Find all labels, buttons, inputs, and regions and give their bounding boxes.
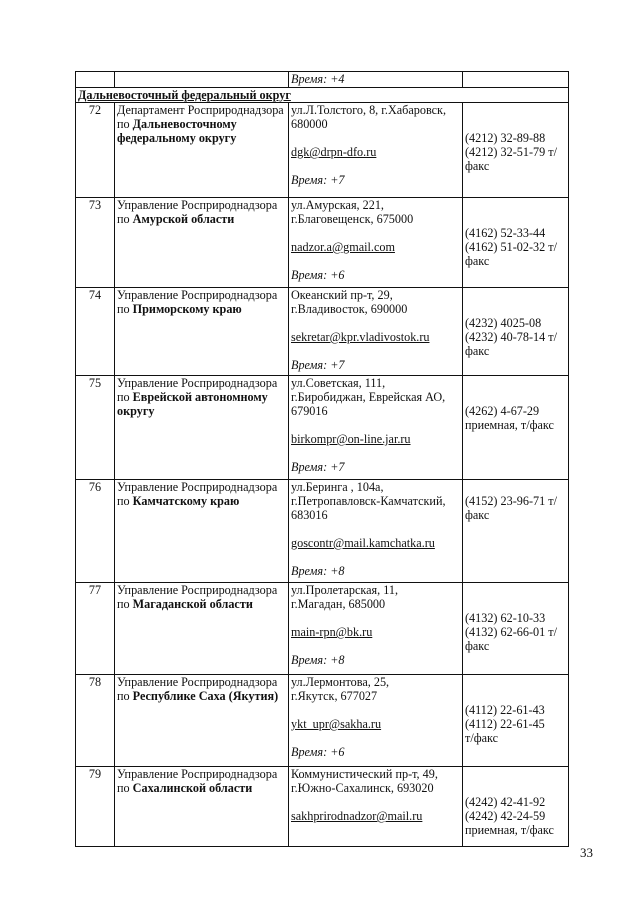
table-row bbox=[76, 675, 569, 767]
address-line: ул.Амурская, 221, bbox=[291, 198, 384, 212]
num-cell bbox=[76, 675, 115, 767]
table-body bbox=[76, 72, 569, 847]
phone-line: (4152) 23-96-71 т/факс bbox=[465, 494, 557, 522]
phone-line: (4112) 22-61-45 bbox=[465, 717, 545, 731]
page-number: 33 bbox=[580, 845, 593, 860]
phone-line: (4242) 42-24-59 bbox=[465, 809, 546, 823]
name-cell bbox=[115, 480, 289, 583]
address-cell bbox=[289, 480, 463, 583]
region-header-row bbox=[76, 88, 569, 103]
row-number: 73 bbox=[88, 198, 102, 212]
row-number: 77 bbox=[88, 583, 102, 597]
time-zone-text: Время: +4 bbox=[291, 72, 345, 86]
num-cell bbox=[76, 288, 115, 376]
address-line: Коммунистический пр-т, 49, bbox=[291, 767, 438, 781]
agency-name: Управление Росприроднадзора по bbox=[117, 198, 278, 226]
table-row bbox=[76, 198, 569, 288]
row-number: 72 bbox=[88, 103, 102, 117]
table-row bbox=[76, 480, 569, 583]
phone-line: (4132) 62-66-01 т/факс bbox=[465, 625, 557, 653]
address-cell bbox=[289, 103, 463, 198]
spacer bbox=[291, 446, 460, 460]
address-line: ул.Беринга , 104а, bbox=[291, 480, 384, 494]
name-cell bbox=[115, 376, 289, 480]
email-link[interactable]: birkompr@on-line.jar.ru bbox=[291, 432, 411, 446]
agency-jurisdiction: Магаданской области bbox=[132, 597, 253, 611]
phone-line: (4162) 51-02-32 т/факс bbox=[465, 240, 557, 268]
row-number: 79 bbox=[88, 767, 102, 781]
address-line: 683016 bbox=[291, 508, 328, 522]
phone-line: (4212) 32-51-79 т/факс bbox=[465, 145, 557, 173]
address-line: Океанский пр-т, 29, bbox=[291, 288, 393, 302]
phone-line: (4112) 22-61-43 bbox=[465, 703, 545, 717]
name-cell bbox=[115, 103, 289, 198]
address-line: г.Благовещенск, 675000 bbox=[291, 212, 414, 226]
num-cell bbox=[76, 376, 115, 480]
spacer bbox=[291, 316, 460, 330]
spacer bbox=[291, 344, 460, 358]
address-line: ул.Пролетарская, 11, bbox=[291, 583, 399, 597]
table-row bbox=[76, 103, 569, 198]
name-cell bbox=[115, 583, 289, 675]
spacer bbox=[291, 159, 460, 173]
spacer bbox=[291, 550, 460, 564]
agency-jurisdiction: Амурской области bbox=[132, 212, 235, 226]
name-cell bbox=[115, 198, 289, 288]
email-link[interactable]: ykt_upr@sakha.ru bbox=[291, 717, 382, 731]
address-cell bbox=[289, 198, 463, 288]
phone-cell bbox=[463, 376, 569, 480]
email-link[interactable]: nadzor.a@gmail.com bbox=[291, 240, 395, 254]
region-header: Дальневосточный федеральный округ bbox=[76, 88, 569, 103]
phone-cell bbox=[463, 198, 569, 288]
phone-line: (4262) 4-67-29 bbox=[465, 404, 540, 418]
time-zone-text: Время: +7 bbox=[291, 460, 345, 474]
time-zone-text: Время: +8 bbox=[291, 653, 345, 667]
address-line: г.Петропавловск-Камчатский, bbox=[291, 494, 446, 508]
time-zone-text: Время: +7 bbox=[291, 358, 345, 372]
address-line: ул.Л.Толстого, 8, г.Хабаровск, bbox=[291, 103, 447, 117]
num-cell bbox=[76, 480, 115, 583]
address-line: г.Якутск, 677027 bbox=[291, 689, 378, 703]
phone-cell bbox=[463, 103, 569, 198]
num-cell bbox=[76, 72, 115, 88]
phone-cell bbox=[463, 72, 569, 88]
agency-name: Управление Росприроднадзора по bbox=[117, 675, 278, 703]
spacer bbox=[291, 254, 460, 268]
address-line: ул.Лермонтова, 25, bbox=[291, 675, 390, 689]
spacer bbox=[291, 795, 460, 809]
spacer bbox=[291, 703, 460, 717]
agency-contact-table bbox=[75, 71, 569, 847]
phone-line: т/факс bbox=[465, 731, 499, 745]
row-number: 78 bbox=[88, 675, 102, 689]
agency-jurisdiction: Дальневосточному федеральному округу bbox=[117, 117, 237, 145]
time-zone-text: Время: +8 bbox=[291, 564, 345, 578]
phone-line: (4232) 40-78-14 т/факс bbox=[465, 330, 557, 358]
address-cell bbox=[289, 376, 463, 480]
phone-line: приемная, т/факс bbox=[465, 418, 554, 432]
row-number: 74 bbox=[88, 288, 102, 302]
table-row bbox=[76, 583, 569, 675]
address-cell bbox=[289, 767, 463, 847]
name-cell bbox=[115, 675, 289, 767]
agency-jurisdiction: Приморскому краю bbox=[132, 302, 242, 316]
row-number: 75 bbox=[88, 376, 102, 390]
table-row-continuation bbox=[76, 72, 569, 88]
agency-jurisdiction: Камчатскому краю bbox=[132, 494, 240, 508]
phone-cell bbox=[463, 480, 569, 583]
agency-name: Управление Росприроднадзора по bbox=[117, 583, 278, 611]
num-cell bbox=[76, 198, 115, 288]
spacer bbox=[291, 731, 460, 745]
num-cell bbox=[76, 103, 115, 198]
phone-cell bbox=[463, 288, 569, 376]
address-cell bbox=[289, 675, 463, 767]
table-row bbox=[76, 767, 569, 847]
address-cell bbox=[289, 583, 463, 675]
phone-line: (4242) 42-41-92 bbox=[465, 795, 546, 809]
agency-jurisdiction: Еврейской автономному округу bbox=[117, 390, 268, 418]
table-row bbox=[76, 376, 569, 480]
address-line: ул.Советская, 111, bbox=[291, 376, 386, 390]
spacer bbox=[291, 611, 460, 625]
address-cell bbox=[289, 72, 463, 88]
spacer bbox=[291, 226, 460, 240]
agency-name: Управление Росприроднадзора по bbox=[117, 376, 278, 404]
agency-name: Управление Росприроднадзора по bbox=[117, 288, 278, 316]
phone-cell bbox=[463, 675, 569, 767]
phone-line: (4232) 4025-08 bbox=[465, 316, 542, 330]
address-line: г.Биробиджан, Еврейская АО, bbox=[291, 390, 446, 404]
phone-cell bbox=[463, 583, 569, 675]
address-cell bbox=[289, 288, 463, 376]
phone-line: (4162) 52-33-44 bbox=[465, 226, 546, 240]
email-link[interactable]: goscontr@mail.kamchatka.ru bbox=[291, 536, 435, 550]
email-link[interactable]: sakhprirodnadzor@mail.ru bbox=[291, 809, 423, 823]
time-zone-text: Время: +6 bbox=[291, 745, 345, 759]
phone-line: (4212) 32-89-88 bbox=[465, 131, 546, 145]
spacer bbox=[291, 522, 460, 536]
address-line: г.Магадан, 685000 bbox=[291, 597, 386, 611]
phone-line: (4132) 62-10-33 bbox=[465, 611, 546, 625]
address-line: 680000 bbox=[291, 117, 328, 131]
address-line: г.Южно-Сахалинск, 693020 bbox=[291, 781, 434, 795]
agency-jurisdiction: Республике Саха (Якутия) bbox=[132, 689, 279, 703]
agency-jurisdiction: Сахалинской области bbox=[132, 781, 253, 795]
spacer bbox=[291, 131, 460, 145]
name-cell bbox=[115, 767, 289, 847]
table-row bbox=[76, 288, 569, 376]
spacer bbox=[291, 418, 460, 432]
address-line: 679016 bbox=[291, 404, 328, 418]
num-cell bbox=[76, 767, 115, 847]
name-cell bbox=[115, 72, 289, 88]
address-line: г.Владивосток, 690000 bbox=[291, 302, 408, 316]
agency-name: Управление Росприроднадзора по bbox=[117, 767, 278, 795]
time-zone-text: Время: +6 bbox=[291, 268, 345, 282]
phone-cell bbox=[463, 767, 569, 847]
email-link[interactable]: sekretar@kpr.vladivostok.ru bbox=[291, 330, 430, 344]
num-cell bbox=[76, 583, 115, 675]
name-cell bbox=[115, 288, 289, 376]
agency-name: Управление Росприроднадзора по bbox=[117, 480, 278, 508]
email-link[interactable]: main-rpn@bk.ru bbox=[291, 625, 373, 639]
time-zone-text: Время: +7 bbox=[291, 173, 345, 187]
spacer bbox=[291, 639, 460, 653]
row-number: 76 bbox=[88, 480, 102, 494]
phone-line: приемная, т/факс bbox=[465, 823, 554, 837]
agency-name: Департамент Росприроднадзора по bbox=[117, 103, 284, 131]
email-link[interactable]: dgk@drpn-dfo.ru bbox=[291, 145, 377, 159]
